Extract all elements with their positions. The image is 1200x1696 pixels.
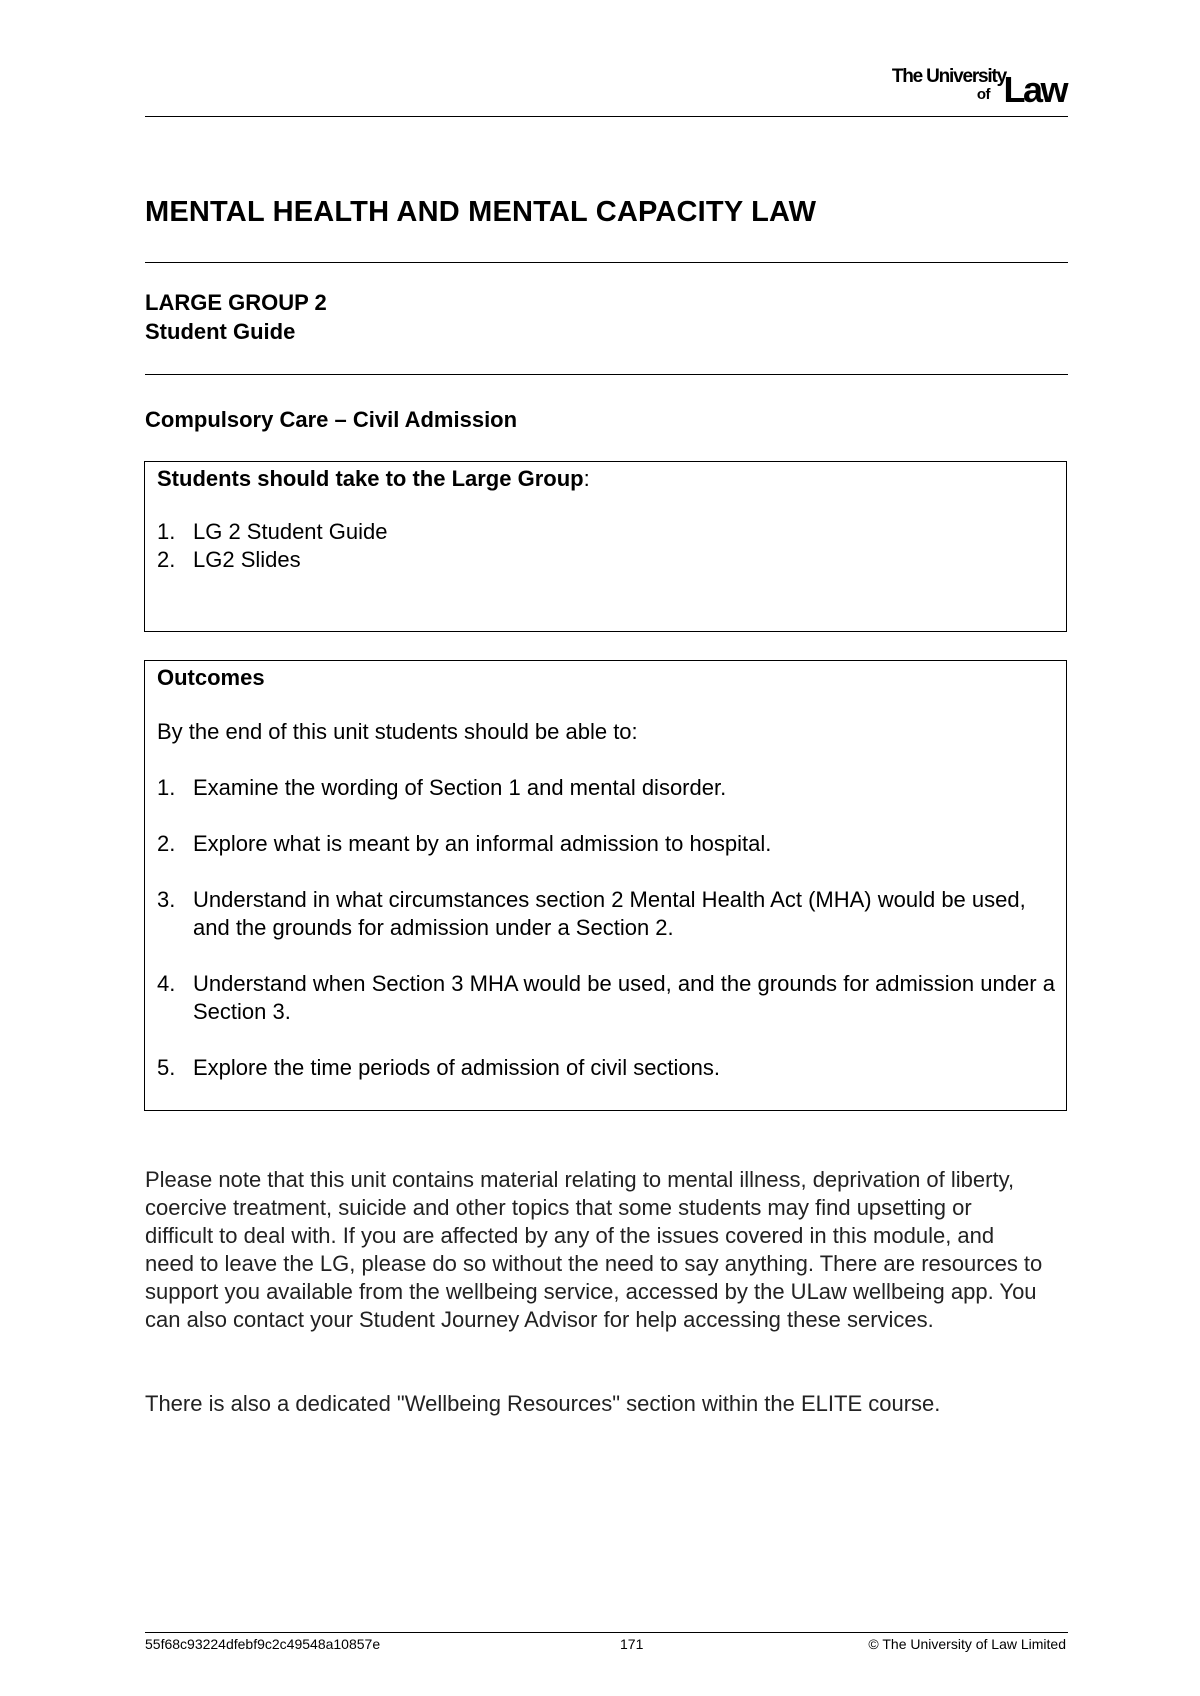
header-divider: [145, 116, 1068, 117]
outcome-number: 5.: [157, 1055, 176, 1080]
take-box-heading-colon: :: [583, 466, 590, 491]
take-box-heading: [157, 466, 590, 492]
outcome-number: 3.: [157, 887, 176, 912]
session-label: LARGE GROUP 2: [145, 290, 327, 315]
outcome-number: 1.: [157, 775, 176, 800]
outcome-item: Examine the wording of Section 1 and mental disorder.: [193, 775, 727, 800]
take-to-group-box: [144, 461, 1067, 632]
outcome-item: Explore the time periods of admission of civil sections.: [193, 1055, 721, 1080]
logo-text-university: The University: [891, 66, 1006, 87]
outcome-item: Understand when Section 3 MHA would be used, and the grounds for admission under a Section 3.: [193, 971, 1055, 1024]
outcome-number: 4.: [157, 971, 176, 996]
logo-text-law: Law: [1003, 69, 1066, 110]
list-item-number: 2.: [157, 547, 176, 572]
outcome-item: Explore what is meant by an informal admission to hospital.: [193, 831, 772, 856]
university-of-law-logo: [856, 66, 1066, 110]
outcomes-heading: Outcomes: [157, 665, 265, 690]
list-item: LG2 Slides: [193, 547, 301, 572]
list-item: LG 2 Student Guide: [193, 519, 388, 544]
list-item-number: 1.: [157, 519, 176, 544]
footer-page-number: 171: [620, 1636, 644, 1652]
footer-copyright: © The University of Law Limited: [868, 1636, 1066, 1652]
wellbeing-resources-note: There is also a dedicated "Wellbeing Resources" section within the ELITE course.: [145, 1391, 941, 1416]
outcomes-box: [144, 660, 1067, 1111]
session-divider: [145, 374, 1068, 375]
outcome-number: 2.: [157, 831, 176, 856]
take-box-heading-text: Students should take to the Large Group: [157, 466, 584, 491]
outcome-item: Understand in what circumstances section 2 Mental Health Act (MHA) would be used, and the grounds for admission under a Section 2.: [193, 887, 1026, 940]
footer-divider: [145, 1632, 1068, 1633]
page-title: MENTAL HEALTH AND MENTAL CAPACITY LAW: [145, 196, 817, 228]
session-subtitle: Student Guide: [145, 319, 296, 344]
logo-text-of: of: [976, 86, 990, 103]
content-warning-paragraph: Please note that this unit contains material relating to mental illness, deprivation of liberty, coercive treatment, suicide and other topics that some students may find upsetting or difficult to deal with. If you are affected by any of the issues covered in this module, and need to leave the LG, please do so without the need to say anything. There are resources to support you available from the wellbeing service, accessed by the ULaw wellbeing app. You can also contact your Student Journey Advisor for help accessing these services.: [145, 1167, 1043, 1332]
title-divider: [145, 262, 1068, 263]
footer-document-id: 55f68c93224dfebf9c2c49548a10857e: [145, 1636, 381, 1652]
outcomes-intro: By the end of this unit students should be able to:: [157, 719, 638, 744]
topic-heading: Compulsory Care – Civil Admission: [145, 407, 518, 432]
